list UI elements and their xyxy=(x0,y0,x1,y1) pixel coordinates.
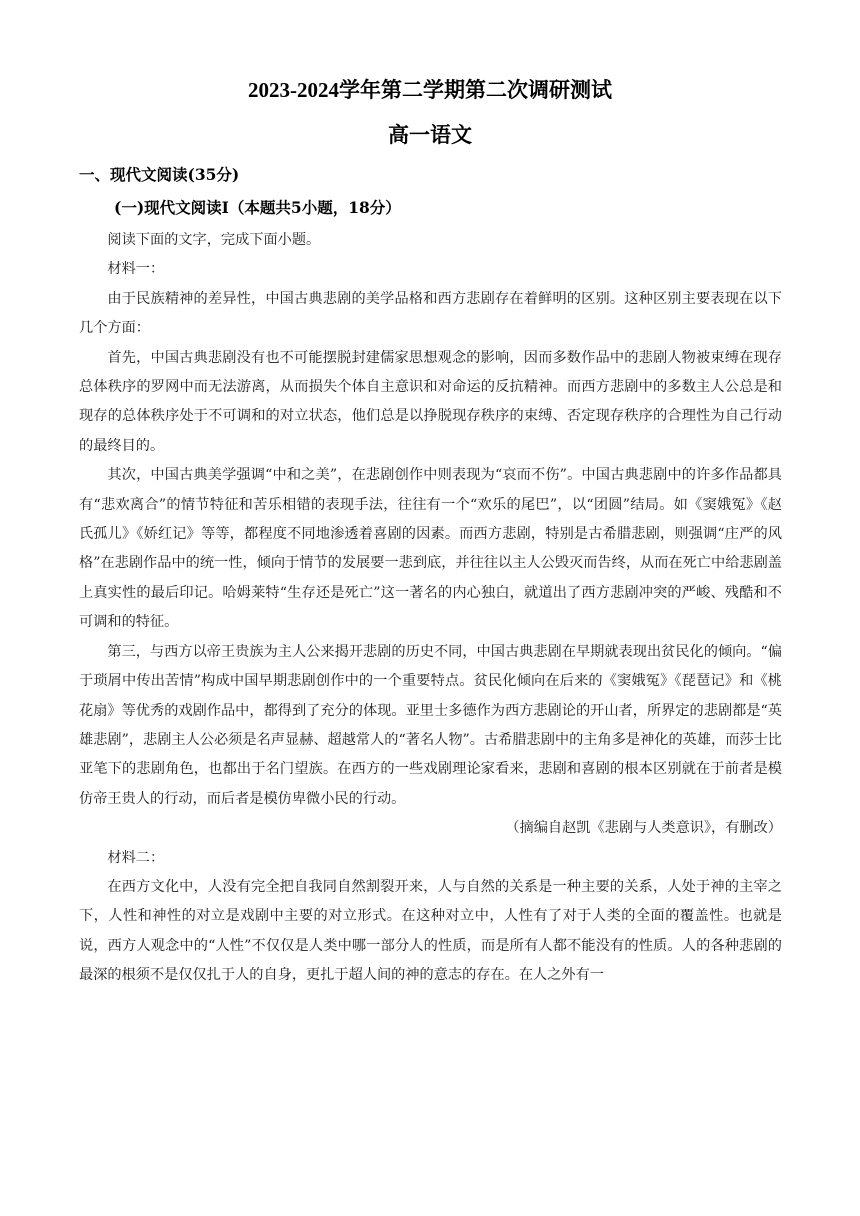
material-1-label: 材料一： xyxy=(107,261,165,278)
material-2-label: 材料二： xyxy=(107,849,165,866)
reading-passage xyxy=(79,226,782,991)
material-1-paragraph-2: 首先，中国古典悲剧没有也不可能摆脱封建儒家思想观念的影响，因而多数作品中的悲剧人物被束缚在现存总体秩序的罗网中而无法游离，从而损失个体自主意识和对命运的反抗精神。而西方悲剧中的多数主人公总是和现存的总体秩序处于不可调和的对立状态，他们总是以挣脱现存秩序的束缚、否定现存秩序的合理性为自己行动的最终目的。 xyxy=(79,349,782,454)
subject-title: 高一语文 xyxy=(388,123,472,147)
exam-title: 2023-2024学年第二学期第二次调研测试 xyxy=(248,78,612,102)
section-subheading: (一)现代文阅读Ⅰ（本题共5小题，18分） xyxy=(114,198,401,217)
material-1-paragraph-1: 由于民族精神的差异性，中国古典悲剧的美学品格和西方悲剧存在着鲜明的区别。这种区别主要表现在以下几个方面： xyxy=(79,290,782,337)
material-1-paragraph-4: 第三，与西方以帝王贵族为主人公来揭开悲剧的历史不同，中国古典悲剧在早期就表现出贫民化的倾向。“偏于琐屑中传出苦情”构成中国早期悲剧创作中的一个重要特点。贫民化倾向在后来的《窦娥冤》《琵琶记》和《桃花扇》等优秀的戏剧作品中，都得到了充分的体现。亚里士多德作为西方悲剧论的开山者，所界定的悲剧都是“英雄悲剧”，悲剧主人公必须是名声显赫、超越常人的“著名人物”。古希腊悲剧中的主角多是神化的英雄，而莎士比亚笔下的悲剧角色，也都出于名门望族。在西方的一些戏剧理论家看来，悲剧和喜剧的根本区别就在于前者是模仿帝王贵人的行动，而后者是模仿卑微小民的行动。 xyxy=(79,643,782,807)
material-2-paragraph-1: 在西方文化中，人没有完全把自我同自然割裂开来，人与自然的关系是一种主要的关系，人处于神的主宰之下，人性和神性的对立是戏剧中主要的对立形式。在这种对立中，人性有了对于人类的全面的覆盖性。也就是说，西方人观念中的“人性”不仅仅是人类中哪一部分人的性质，而是所有人都不能没有的性质。人的各种悲剧的最深的根须不是仅仅扎于人的自身，更扎于超人间的神的意志的存在。在人之外有一 xyxy=(79,878,782,984)
material-1-paragraph-3: 其次，中国古典美学强调“中和之美”，在悲剧创作中则表现为“哀而不伤”。中国古典悲剧中的许多作品都具有“悲欢离合”的情节特征和苦乐相错的表现手法，往往有一个“欢乐的尾巴”，以“团圆”结局。如《窦娥冤》《赵氏孤儿》《娇红记》等等，都程度不同地渗透着喜剧的因素。而西方悲剧，特别是古希腊悲剧，则强调“庄严的风格”在悲剧作品中的统一性，倾向于情节的发展要一悲到底，并往往以主人公毁灭而告终，从而在死亡中给悲剧盖上真实性的最后印记。哈姆莱特“生存还是死亡”这一著名的内心独白，就道出了西方悲剧冲突的严峻、残酷和不可调和的特征。 xyxy=(79,467,782,631)
material-1-source: （摘编自赵凯《悲剧与人类意识》，有删改） xyxy=(505,820,782,837)
instruction-text: 阅读下面的文字，完成下面小题。 xyxy=(107,232,321,248)
section-heading: 一、现代文阅读(35分) xyxy=(79,165,240,184)
